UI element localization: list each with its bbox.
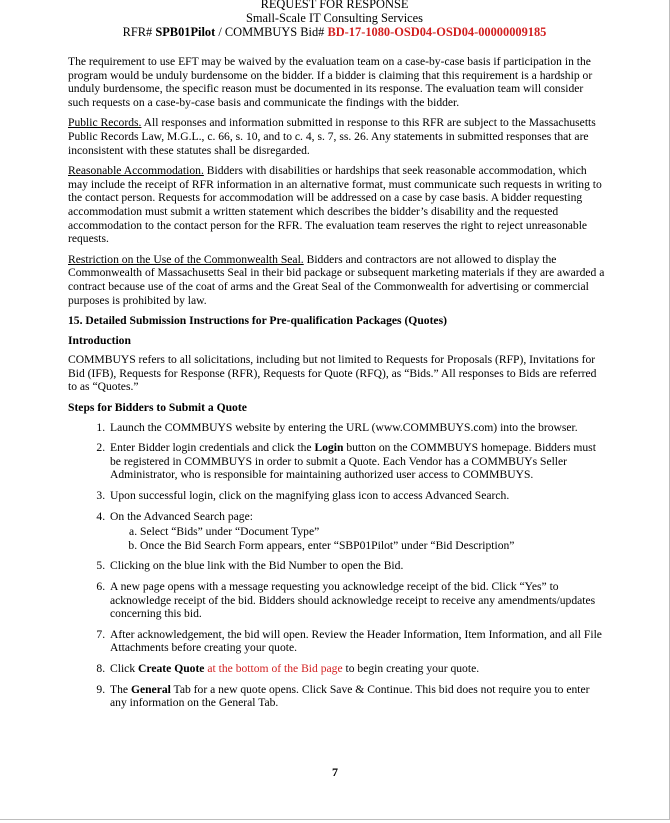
rfr-prefix: RFR# xyxy=(122,25,153,39)
step-4-text: On the Advanced Search page: xyxy=(110,509,253,523)
header-subtitle: Small-Scale IT Consulting Services xyxy=(245,11,423,25)
introduction-paragraph: COMMBUYS refers to all solicitations, including but not limited to Requests for Proposals (RFP), Invitations for Bid (IFB), Requests for Response (RFR), Requests for Quote (RFQ), as “Bids.” All responses to Bids are referred to as “Quotes.” xyxy=(68,353,597,394)
eft-paragraph: The requirement to use EFT may be waived by the evaluation team on a case-by-case basis if participation in the program would be unduly burdensome on the bidder. If a bidder is claiming that this requirement is a hardship or unduly burdensome, the specific reason must be documented in its response. The evaluation team will consider such requests on a case-by-case basis and communicate the findings with the bidder. xyxy=(68,55,593,109)
page-header xyxy=(0,0,669,39)
section-15-heading: 15. Detailed Submission Instructions for Pre-qualification Packages (Quotes) xyxy=(68,314,447,328)
accommodation-title: Reasonable Accommodation. xyxy=(68,164,204,178)
rfr-id: SPB01Pilot xyxy=(155,25,216,39)
step-4 xyxy=(108,510,605,553)
step-1: 1. Launch the COMMBUYS website by entering the URL (www.COMMBUYS.com) into the browser. xyxy=(108,421,605,435)
step-2-text: Enter Bidder login credentials and click the xyxy=(110,441,315,455)
seal-paragraph xyxy=(68,253,605,307)
bid-page-location-text: at the bottom of the Bid page xyxy=(204,661,343,675)
steps-heading: Steps for Bidders to Submit a Quote xyxy=(68,401,247,415)
step-6: 6. A new page opens with a message requesting you acknowledge receipt of the bid. Click “Yes” to acknowledge receipt of the bid. Bidders should acknowledge receipt to receive any amendments/updates concerning this bid. xyxy=(108,580,605,621)
page-number: 7 xyxy=(332,765,338,779)
general-term: General xyxy=(130,682,171,696)
accommodation-paragraph xyxy=(68,164,605,246)
bid-id: BD-17-1080-OSD04-OSD04-00000009185 xyxy=(327,25,547,39)
step-2-text-end: button on the COMMBUYS homepage. Bidders must be registered in COMMBUYS in order to submit a Quote. Each Vendor has a COMMBUYs Seller Administrator, who is responsible for maintaining authorized user access to COMMBUYS. xyxy=(110,441,596,482)
step-9-text-end: Tab for a new quote opens. Click Save & Continue. This bid does not require you to enter any information on the General Tab. xyxy=(110,682,590,710)
accommodation-text: Bidders with disabilities or hardships that seek reasonable accommodation, which may include the receipt of RFR information in an alternative format, must communicate such requests in writing to the contact person. Requests for accommodation will be addressed on a case by case basis. A bidder requesting accommodation must submit a written statement which describes the bidder’s disability and the requested accommodation to the contact person for the RFR. The evaluation team reserves the right to reject unreasonable requests. xyxy=(68,164,602,246)
public-records-text: All responses and information submitted in response to this RFR are subject to the Massachusetts Public Records Law, M.G.L., c. 66, s. 10, and to c. 4, s. 7, ss. 26. Any statements in submitted responses that are inconsistent with these statutes shall be disregarded. xyxy=(68,116,596,157)
header-separator: / COMMBUYS Bid# xyxy=(215,25,328,39)
step-8 xyxy=(108,662,605,676)
introduction-heading: Introduction xyxy=(68,333,131,347)
seal-text: Bidders and contractors are not allowed to display the Commonwealth of Massachusetts Seal in their bid package or subsequent marketing materials if they are awarded a contract because use of the coat of arms and the Great Seal of the Commonwealth for advertising or commercial purposes is prohibited by law. xyxy=(68,252,605,307)
step-9 xyxy=(108,683,605,710)
header-title: REQUEST FOR RESPONSE xyxy=(260,0,409,11)
step-5: 5. Clicking on the blue link with the Bid Number to open the Bid. xyxy=(108,559,605,573)
step-8-text-end: to begin creating your quote. xyxy=(342,661,480,675)
public-records-title: Public Records. xyxy=(68,116,142,130)
document-body xyxy=(68,55,605,717)
step-4a: a. Select “Bids” under “Document Type” xyxy=(140,525,605,539)
step-4b: b. Once the Bid Search Form appears, enter “SBP01Pilot” under “Bid Description” xyxy=(140,539,605,553)
step-3: 3. Upon successful login, click on the magnifying glass icon to access Advanced Search. xyxy=(108,489,605,503)
step-9-text: The xyxy=(110,682,131,696)
step-2 xyxy=(108,441,605,482)
create-quote-term: Create Quote xyxy=(138,661,205,675)
seal-title: Restriction on the Use of the Commonwealth Seal. xyxy=(68,252,304,266)
header-ids xyxy=(0,25,669,39)
step-8-text: Click xyxy=(110,661,139,675)
step-4-sublist xyxy=(110,525,605,552)
steps-list xyxy=(68,421,605,710)
step-7: 7. After acknowledgement, the bid will open. Review the Header Information, Item Information, and all File Attachments before creating your quote. xyxy=(108,628,605,655)
login-term: Login xyxy=(314,441,344,455)
public-records-paragraph xyxy=(68,116,605,157)
